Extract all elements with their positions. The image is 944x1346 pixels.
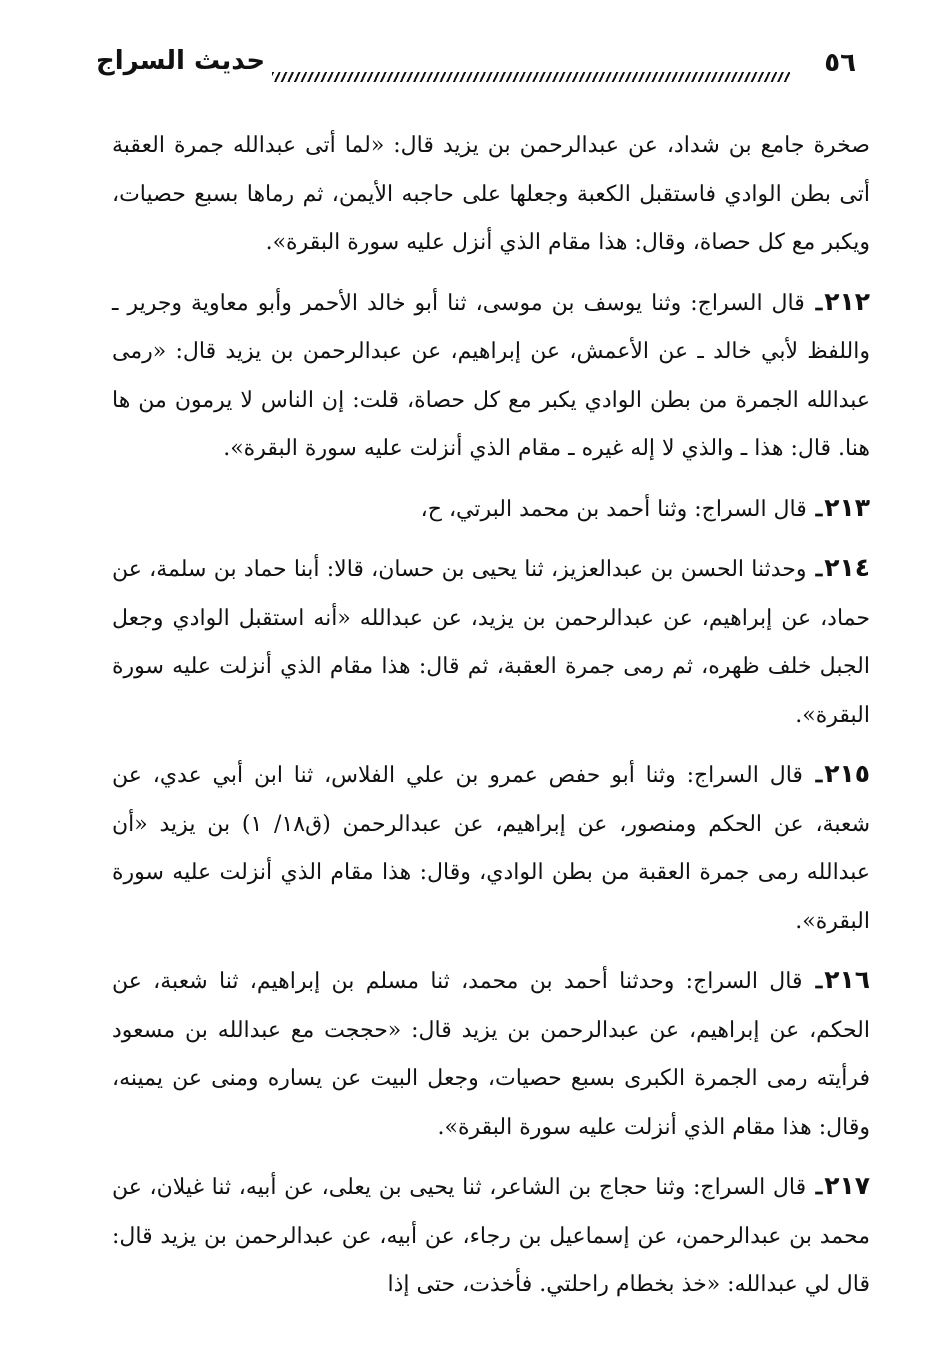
page-header: [96, 46, 856, 90]
number-dash: ـ: [815, 968, 823, 994]
hadith-number: ٢١٣: [824, 492, 870, 522]
hadith-number: ٢١٦: [824, 965, 870, 994]
number-dash: ـ: [815, 289, 823, 316]
number-dash: ـ: [815, 556, 823, 582]
hadith-212: [112, 278, 870, 474]
hadith-number: ٢١٥: [824, 759, 870, 788]
hadith-216: [112, 956, 870, 1152]
hadith-213: [112, 484, 870, 535]
paragraph-text: وحدثنا الحسن بن عبدالعزيز، ثنا يحيى بن حسان، قالا: أبنا حماد بن سلمة، عن حماد، عن إبراهيم، عن عبدالرحمن بن يزيد، عن عبدالله «أنه استقبل الوادي وجعل الجبل خلف ظهره، ثم رمى جمرة العقبة، ثم قال: هذا مقام الذي أنزلت عليه سورة البقرة».: [112, 557, 870, 728]
paragraph-text: قال السراج: وحدثنا أحمد بن محمد، ثنا مسلم بن إبراهيم، ثنا شعبة، عن الحكم، عن إبراهيم، عن عبدالرحمن بن يزيد قال: «حججت مع عبدالله بن مسعود فرأيته رمى الجمرة الكبرى بسبع حصيات، وجعل البيت عن يساره ومنى عن يمينه، وقال: هذا مقام الذي أنزلت عليه سورة البقرة».: [112, 969, 870, 1140]
page-body: [112, 122, 870, 1320]
number-dash: ـ: [815, 495, 823, 522]
number-dash: ـ: [815, 762, 823, 788]
number-dash: ـ: [815, 1174, 823, 1200]
paragraph-text: قال السراج: وثنا يوسف بن موسى، ثنا أبو خالد الأحمر وأبو معاوية وجرير ـ واللفظ لأبي خالد ـ عن الأعمش، عن إبراهيم، عن عبدالرحمن بن يزيد قال: «رمى عبدالله الجمرة من بطن الوادي يكبر مع كل حصاة، قلت: إن الناس لا يرمون من ها هنا. قال: هذا ـ والذي لا إله غيره ـ مقام الذي أنزلت عليه سورة البقرة».: [112, 290, 870, 461]
header-rule: [272, 72, 790, 82]
paragraph-continuation: [112, 122, 870, 268]
paragraph-text: قال السراج: وثنا أحمد بن محمد البرتي، ح،: [420, 496, 807, 522]
paragraph-text: قال السراج: وثنا حجاج بن الشاعر، ثنا يحيى بن يعلى، عن أبيه، ثنا غيلان، عن محمد بن عبدالرحمن، عن إسماعيل بن رجاء، عن أبيه، عن عبدالرحمن بن يزيد قال: قال لي عبدالله: «خذ بخطام راحلتي. فأخذت، حتى إذا: [112, 1175, 870, 1297]
hadith-number: ٢١٢: [824, 286, 870, 316]
hadith-215: [112, 750, 870, 946]
hadith-214: [112, 544, 870, 740]
page-number: ٥٦: [824, 48, 856, 78]
hadith-number: ٢١٤: [824, 553, 871, 582]
paragraph-text: قال السراج: وثنا أبو حفص عمرو بن علي الفلاس، ثنا ابن أبي عدي، عن شعبة، عن الحكم ومنصور، عن إبراهيم، عن عبدالرحمن (ق١٨/ ١) بن يزيد «أن عبدالله رمى جمرة العقبة من بطن الوادي، وقال: هذا مقام الذي أنزلت عليه سورة البقرة».: [112, 763, 871, 934]
paragraph-text: صخرة جامع بن شداد، عن عبدالرحمن بن يزيد قال: «لما أتى عبدالله جمرة العقبة أتى بطن الوادي فاستقبل الكعبة وجعلها على حاجبه الأيمن، ثم رماها بسبع حصيات، ويكبر مع كل حصاة، وقال: هذا مقام الذي أنزل عليه سورة البقرة».: [112, 133, 870, 255]
hadith-217: [112, 1162, 870, 1310]
running-title: حديث السراج: [96, 46, 266, 76]
hadith-number: ٢١٧: [824, 1171, 870, 1200]
